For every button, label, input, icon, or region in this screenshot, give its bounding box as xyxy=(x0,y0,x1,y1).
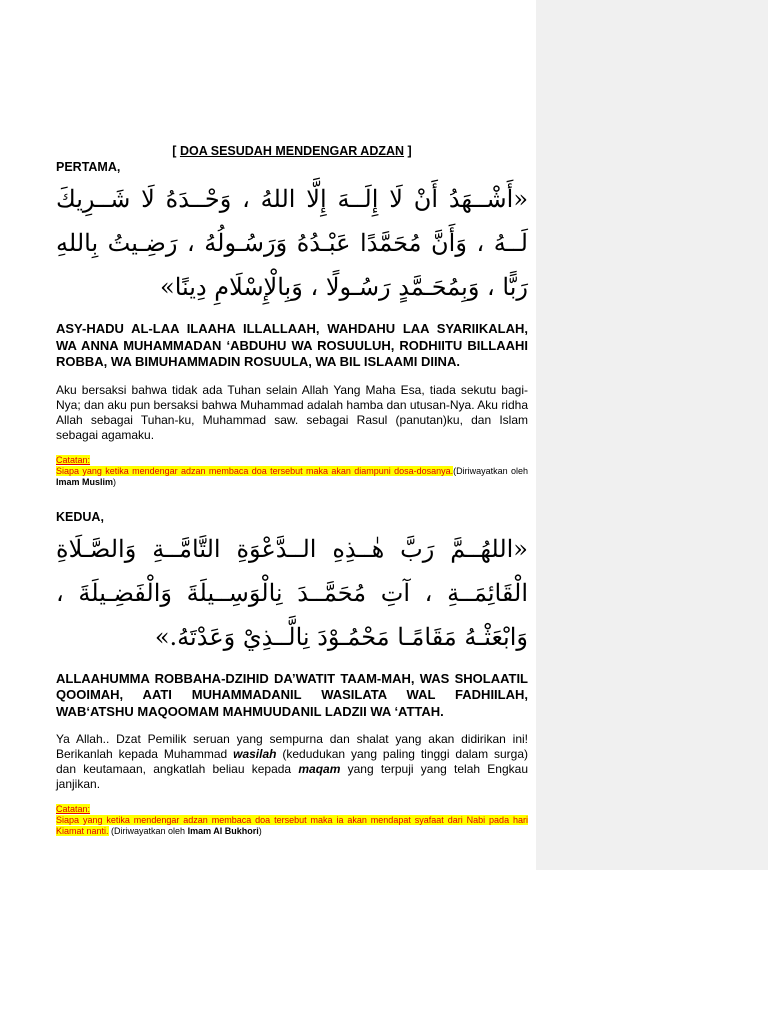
source-name: Imam Al Bukhori xyxy=(187,826,259,836)
source-suffix: ) xyxy=(258,826,262,836)
section-label-kedua: KEDUA, xyxy=(56,509,104,524)
note-text: Siapa yang ketika mendengar adzan membaca doa tersebut maka akan diampuni dosa-dosanya. xyxy=(56,465,454,476)
transliteration-pertama: ASY-HADU AL-LAA ILAAHA ILLALLAAH, WAHDAHU LAA SYARIIKALAH, WA ANNA MUHAMMADAN ‘ABDUHU WA ROSUULUH, RODHIITU BILLAAHI ROBBA, WA BIMUHAMMADIN ROSUULA, WA BIL ISLAAMI DIINA. xyxy=(56,321,528,369)
note-kedua xyxy=(56,804,528,837)
translation-part-1: Ya Allah.. Dzat Pemilik seruan yang sempurna dan shalat yang akan didirikan ini! Berikanlah kepada Muhammad xyxy=(56,732,528,761)
arabic-text-pertama: «أَشْــهَدُ أَنْ لَا إِلَــهَ إِلَّا اللهُ ، وَحْــدَهُ لَا شَــرِيكَ لَــهُ ، وَأَنَّ مُحَمَّدًا عَبْـدُهُ وَرَسُـولُهُ ، رَضِـيتُ بِاللهِ رَبًّا ، وَبِمُحَـمَّدٍ رَسُـولًا ، وَبِالْإِسْلَامِ دِينًا» xyxy=(56,185,528,301)
arabic-text-kedua: «اللهُــمَّ رَبَّ هٰــذِهِ الــدَّعْوَةِ التَّامَّــةِ وَالصَّـلَاةِ الْقَائِمَــةِ ، آتِ مُحَمَّــدَ نِالْوَسِــيلَةَ وَالْفَضِـيلَةَ ، وَابْعَثْـهُ مَقَامًـا مَحْمُـوْدَ نِالَّــذِيْ وَعَدْتَهُ.» xyxy=(56,534,528,651)
translation-pertama: Aku bersaksi bahwa tidak ada Tuhan selain Allah Yang Maha Esa, tiada sekutu bagi-Nya; dan aku pun bersaksi bahwa Muhammad adalah hamba dan utusan-Nya. Aku ridha Allah sebagai Tuhan-ku, Muhammad saw. sebagai Rasul (panutan)ku, dan Islam sebagai agamaku. xyxy=(56,382,528,442)
translation-part-3: yang terpuji yang telah Engkau janjikan. xyxy=(56,762,528,791)
title-close-bracket: ] xyxy=(407,144,412,158)
comment-margin xyxy=(536,0,768,870)
translation-kedua xyxy=(56,732,528,792)
section-label-pertama: PERTAMA, xyxy=(56,160,121,174)
source-name: Imam Muslim xyxy=(56,476,114,487)
note-label: Catatan: xyxy=(56,454,91,465)
document-body xyxy=(56,144,528,837)
title-text: DOA SESUDAH MENDENGAR ADZAN xyxy=(179,144,405,158)
translation-part-2: (kedudukan yang paling tinggi dalam surga) dan keutamaan, angkatlah beliau kepada xyxy=(56,747,528,776)
transliteration-kedua: ALLAAHUMMA ROBBAHA-DZIHID DA’WATIT TAAM-MAH, WAS SHOLAATIL QOOIMAH, AATI MUHAMMADANIL WASILATA WAL FADHIILAH, WAB‘ATSHU MAQOOMAM MAHMUUDANIL LADZII WA ‘ATTAH. xyxy=(56,670,528,719)
source-prefix: (Diriwayatkan oleh xyxy=(108,826,188,836)
document-title xyxy=(56,144,528,158)
note-text: Siapa yang ketika mendengar adzan membaca doa tersebut maka ia akan mendapat syafaat dari Nabi pada hari Kiamat nanti. xyxy=(56,815,528,836)
term-wasilah: wasilah xyxy=(233,747,277,761)
source-prefix: (Diriwayatkan oleh xyxy=(453,465,529,476)
note-pertama xyxy=(56,455,528,488)
source-suffix: ) xyxy=(113,476,117,487)
title-open-bracket: [ xyxy=(172,144,177,158)
term-maqam: maqam xyxy=(298,762,341,776)
note-label: Catatan: xyxy=(56,804,91,814)
